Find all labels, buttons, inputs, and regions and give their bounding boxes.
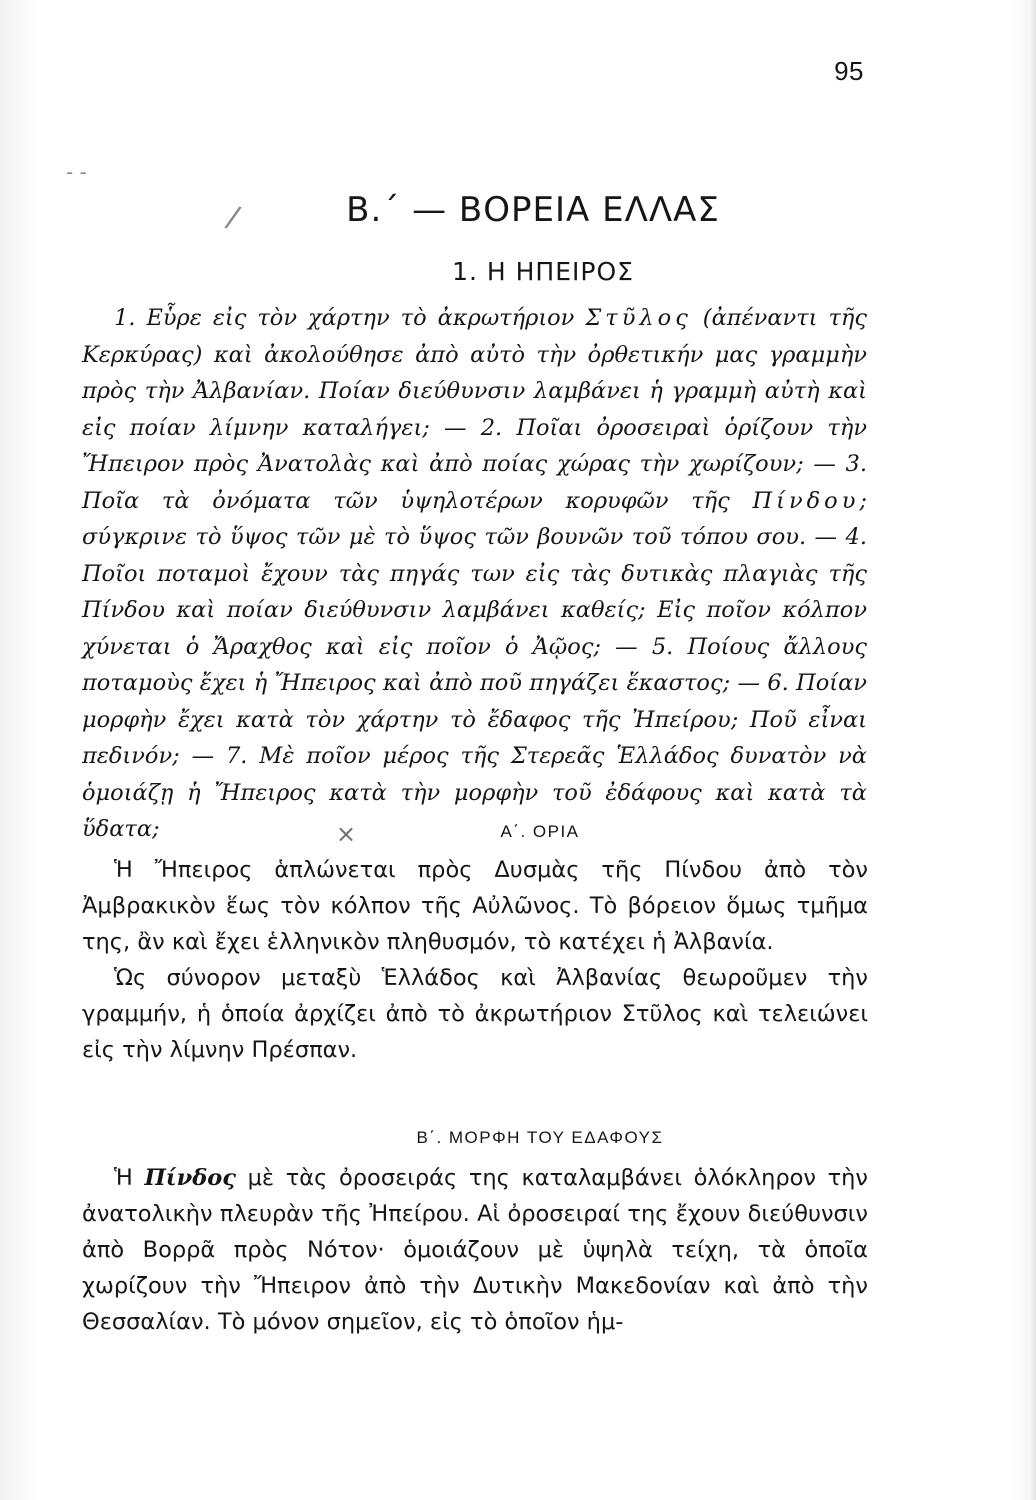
section-oria-body: [82, 852, 868, 1068]
paragraph: Ἡ Ἤπειρος ἁπλώνεται πρὸς Δυσμὰς τῆς Πίνδου ἀπὸ τὸν Ἀμβρακικὸν ἕως τὸν κόλπον τῆς Αὐλῶνος. Τὸ βόρειον ὅμως τμῆμα της, ἂν καὶ ἔχει ἑλληνικὸν πληθυσμόν, τὸ κατέχει ἡ Ἀλβανία.: [82, 857, 868, 955]
section-morfi-body: [82, 1160, 868, 1340]
paragraph-lead: Ἡ: [114, 1165, 145, 1191]
stray-pencil-mark: /: [222, 199, 244, 236]
stray-pencil-mark: ×: [336, 820, 357, 848]
paragraph-text: μὲ τὰς ὀροσειράς της καταλαμβάνει ὁλόκληρον τὴν ἀνατολικὴν πλευρὰν τῆς Ἠπείρου. Αἱ ὀροσειραί της ἔχουν διεύθυνσιν ἀπὸ Βορρᾶ πρὸς Νότον· ὁμοιάζουν μὲ ὑψηλὰ τείχη, τὰ ὁποῖα χωρίζουν τὴν Ἤπειρον ἀπὸ τὴν Δυτικὴν Μακεδονίαν καὶ ἀπὸ τὴν Θεσσαλίαν. Τὸ μόνον σημεῖον, εἰς τὸ ὁποῖον ἡμ-: [82, 1165, 868, 1335]
subheading-oria: Α΄. ΟΡΙΑ: [500, 822, 580, 841]
stray-pencil-mark: ‐ ‐: [66, 160, 87, 184]
questions-text: 1. Εὗρε εἰς τὸν χάρτην τὸ ἀκρωτήριον: [114, 305, 586, 331]
subheading-morfi: Β΄. ΜΟΡΦΗ ΤΟΥ ΕΔΑΦΟΥΣ: [416, 1128, 664, 1147]
spaced-term-pindou: Πίνδου: [752, 487, 860, 514]
spaced-term-stylos: Στῦλος: [585, 305, 692, 331]
questions-text: (ἀπέναντι τῆς Κερκύρας) καὶ ἀκολούθησε ἀπὸ αὐτὸ τὴν ὀρθετικήν μας γραμμὴν πρὸς τὴν Ἀλβανίαν. Ποίαν διεύθυνσιν λαμβάνει ἡ γραμμὴ αὐτὴ καὶ εἰς ποίαν λίμνην καταλήγει; — 2. Ποῖαι ὀροσειραὶ ὁρίζουν τὴν Ἤπειρον πρὸς Ἀνατολὰς καὶ ἀπὸ ποίας χώρας τὴν χωρίζουν; — 3. Ποῖα τὰ ὀνόματα τῶν ὑψηλοτέρων κορυφῶν τῆς: [82, 305, 867, 514]
exercise-questions: [82, 300, 867, 848]
paragraph: [82, 1160, 868, 1340]
chapter-title: Β.΄ — ΒΟΡΕΙΑ ΕΛΛΑΣ: [346, 190, 720, 230]
questions-text: ; σύγκρινε τὸ ὕψος τῶν μὲ τὸ ὕψος τῶν βουνῶν τοῦ τόπου σου. — 4. Ποῖοι ποταμοὶ ἔχουν τὰς πηγάς των εἰς τὰς δυτικὰς πλαγιὰς τῆς Πίνδου καὶ ποίαν διεύθυνσιν λαμβάνει καθείς; Εἰς ποῖον κόλπον χύνεται ὁ Ἄραχθος καὶ εἰς ποῖον ὁ Ἀῷος; — 5. Ποίους ἄλλους ποταμοὺς ἔχει ἡ Ἤπειρος καὶ ἀπὸ ποῦ πηγάζει ἕκαστος; — 6. Ποίαν μορφὴν ἔχει κατὰ τὸν χάρτην τὸ ἔδαφος τῆς Ἠπείρου; Ποῦ εἶναι πεδινόν; — 7. Μὲ ποῖον μέρος τῆς Στερεᾶς Ἑλλάδος δυνατὸν νὰ ὁμοιάζῃ ἡ Ἤπειρος κατὰ τὴν μορφὴν τοῦ ἐδάφους καὶ κατὰ τὰ ὕδατα;: [82, 487, 867, 842]
page-number: 95: [834, 56, 864, 86]
term-pindos: Πίνδος: [144, 1165, 236, 1191]
paragraph: Ὡς σύνορον μεταξὺ Ἑλλάδος καὶ Ἀλβανίας θεωροῦμεν τὴν γραμμήν, ἡ ὁποία ἀρχίζει ἀπὸ τὸ ἀκρωτήριον Στῦλος καὶ τελειώνει εἰς τὴν λίμνην Πρέσπαν.: [82, 965, 868, 1063]
section-title: 1. Η ΗΠΕΙΡΟΣ: [452, 257, 634, 286]
